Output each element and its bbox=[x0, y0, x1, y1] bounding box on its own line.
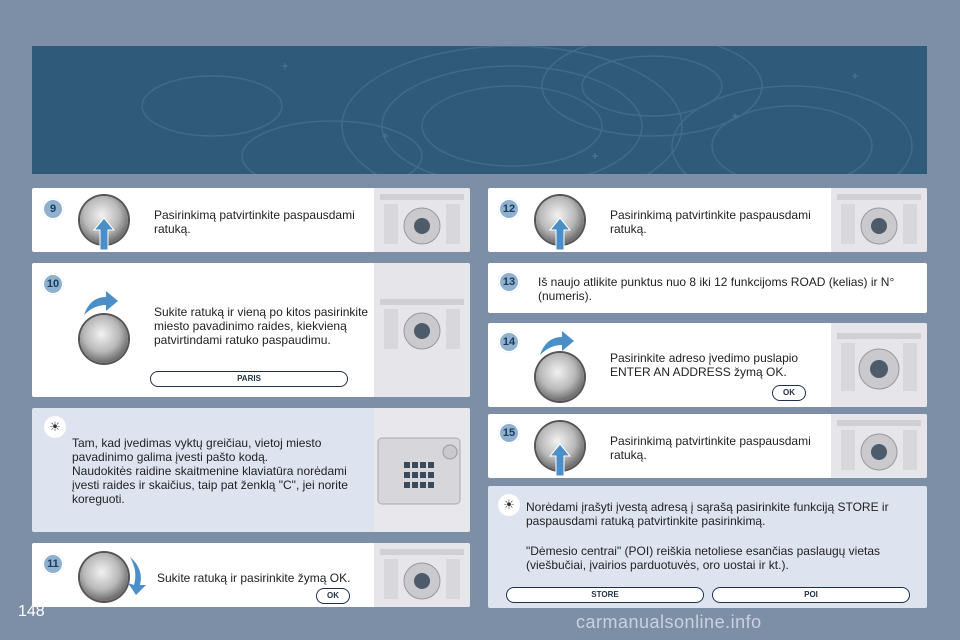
press-arrow-icon bbox=[90, 216, 118, 250]
control-panel-illustration bbox=[831, 323, 927, 407]
control-panel-illustration bbox=[831, 188, 927, 252]
step-10-card bbox=[32, 263, 470, 397]
step-number-badge: 15 bbox=[498, 422, 520, 444]
rotary-knob-icon bbox=[80, 553, 128, 601]
tip-text-store: Norėdami įrašyti įvestą adresą į sąrašą pasirinkite funkciją STORE ir paspausdami ratuką patvirtinkite pasirinkimą. bbox=[526, 500, 889, 528]
radio-console-icon bbox=[831, 188, 927, 252]
rotate-arrow-icon bbox=[124, 555, 150, 595]
tip-text: Tam, kad įvedimas vyktų greičiau, vietoj miesto pavadinimo galima įvesti pašto kodą. Naudokitės raidine skaitmenine klaviatūra norėdami įvesti raides ir skaičius, taip pat ženklą "C", jei norite koreguoti. bbox=[72, 436, 348, 506]
keypad-illustration bbox=[374, 408, 470, 532]
poi-button[interactable]: POI bbox=[712, 587, 910, 603]
control-panel-illustration bbox=[374, 263, 470, 397]
radio-console-icon bbox=[831, 414, 927, 478]
step-13-card bbox=[488, 263, 927, 313]
step-number-badge: 12 bbox=[498, 198, 520, 220]
step-11-card bbox=[32, 543, 470, 607]
step-10-text: Sukite ratuką ir vieną po kitos pasirinkite miesto pavadinimo raides, kiekvieną patvirtindami ratuko paspaudimu. bbox=[154, 305, 369, 347]
step-14-card bbox=[488, 323, 927, 407]
rotary-knob-icon bbox=[80, 315, 128, 363]
step-14-text: Pasirinkite adreso įvedimo puslapio ENTER AN ADDRESS žymą OK. bbox=[610, 351, 799, 379]
rotary-knob-icon bbox=[536, 353, 584, 401]
control-panel-illustration bbox=[374, 543, 470, 607]
lightbulb-icon: ☀ bbox=[498, 494, 520, 516]
ok-button[interactable]: OK bbox=[316, 588, 350, 604]
topographic-map-background bbox=[32, 46, 927, 174]
lightbulb-icon: ☀ bbox=[44, 416, 66, 438]
radio-console-icon bbox=[831, 323, 927, 407]
keypad-icon bbox=[374, 408, 470, 532]
tip-card-postcode bbox=[32, 408, 470, 532]
step-15-text: Pasirinkimą patvirtinkite paspausdami ratuką. bbox=[610, 434, 811, 462]
press-arrow-icon bbox=[546, 442, 574, 476]
ok-button[interactable]: OK bbox=[772, 385, 806, 401]
step-13-text: Iš naujo atlikite punktus nuo 8 iki 12 funkcijoms ROAD (kelias) ir N° (numeris). bbox=[538, 275, 895, 303]
step-9-text: Pasirinkimą patvirtinkite paspausdami ratuką. bbox=[154, 208, 355, 236]
step-12-card bbox=[488, 188, 927, 252]
page-number: 148 bbox=[18, 603, 45, 620]
step-11-text: Sukite ratuką ir pasirinkite žymą OK. bbox=[157, 571, 351, 585]
store-button[interactable]: STORE bbox=[506, 587, 704, 603]
tip-card-store-poi bbox=[488, 486, 927, 608]
step-9-card bbox=[32, 188, 470, 252]
control-panel-illustration bbox=[831, 414, 927, 478]
header-banner bbox=[32, 46, 927, 174]
control-panel-illustration bbox=[374, 188, 470, 252]
step-12-text: Pasirinkimą patvirtinkite paspausdami ratuką. bbox=[610, 208, 811, 236]
press-arrow-icon bbox=[546, 216, 574, 250]
step-number-badge: 13 bbox=[498, 271, 520, 293]
radio-console-icon bbox=[374, 188, 470, 252]
radio-console-icon bbox=[374, 263, 470, 397]
paris-button[interactable]: PARIS bbox=[150, 371, 348, 387]
watermark: carmanualsonline.info bbox=[576, 612, 762, 632]
step-number-badge: 10 bbox=[42, 273, 64, 295]
step-number-badge: 9 bbox=[42, 198, 64, 220]
radio-console-icon bbox=[374, 543, 470, 607]
step-15-card bbox=[488, 414, 927, 478]
step-number-badge: 14 bbox=[498, 331, 520, 353]
step-number-badge: 11 bbox=[42, 553, 64, 575]
tip-text-poi: "Dėmesio centrai" (POI) reiškia netoliese esančias paslaugų vietas (viešbučiai, įvairios parduotuvės, oro uostai ir kt.). bbox=[526, 544, 881, 572]
